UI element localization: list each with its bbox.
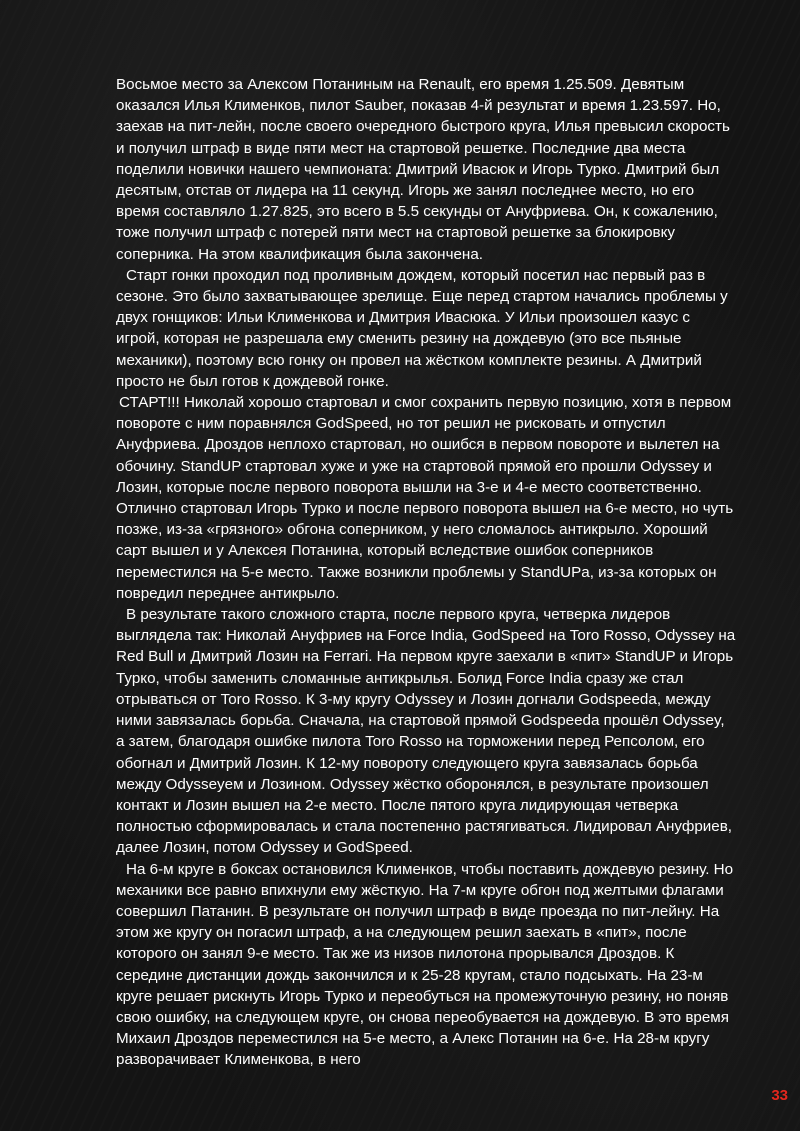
paragraph-race-start-rain: Старт гонки проходил под проливным дождем, который посетил нас первый раз в сезоне. Это было захватывающее зрелище. Еще перед стартом начались проблемы у двух гонщиков: Ильи Клименкова и Дмитрия Ивасюка. У Ильи произошел казус с игрой, которая не разрешала ему сменить резину на дождевую (это все пьяные механики), поэтому всю гонку он провел на жёстком комплекте резины. А Дмитрий просто не был готов к дождевой гонке. xyxy=(116,266,728,390)
page-number: 33 xyxy=(771,1087,788,1104)
paragraph-first-lap-leaders: В результате такого сложного старта, после первого круга, четверка лидеров выглядела так: Николай Ануфриев на Force India, GodSpeed на Toro Rosso, Odyssey на Red Bull и Дмитрий Лозин на Ferrari. На первом круге заехали в «пит» StandUP и Игорь Турко, чтобы заменить сломанные антикрылья. Болид Force India сразу же стал отрываться от Toro Rosso. К 3-му кругу Odyssey и Лозин догнали Godspeeda, между ними завязалась борьба. Сначала, на стартовой прямой Godspeeda прошёл Odyssey, а затем, благодаря ошибке пилота Toro Rosso на торможении перед Репсолом, его обогнал и Дмитрий Лозин. К 12-му повороту следующего круга завязалась борьба между Odysseyем и Лозином. Odyssey жёстко оборонялся, в результате произошел контакт и Лозин вышел на 2-е место. После пятого круга лидирующая четверка полностью сформировалась и стала постепенно растягиваться. Лидировал Ануфриев, далее Лозин, потом Odyssey и GodSpeed. xyxy=(116,606,736,857)
paragraph-pit-stops: На 6-м круге в боксах остановился Клименков, чтобы поставить дождевую резину. Но механики все равно впихнули ему жёсткую. На 7-м круге обгон под желтыми флагами совершил Патанин. В результате он получил штраф в виде проезда по пит-лейну. На этом же кругу он погасил штраф, а на следующем решил заехать в «пит», после которого он занял 9-е место. Так же из низов пилотона прорывался Дроздов. К середине дистанции дождь закончился и к 25-28 кругам, стало подсыхать. На 23-м круге решает рискнуть Игорь Турко и переобуться на промежуточную резину, но поняв свою ошибку, на следующем круге, он снова переобувается на дождевую. В это время Михаил Дроздов переместился на 5-е место, а Алекс Потанин на 6-е. На 28-м кругу разворачивает Клименкова, в него xyxy=(116,860,734,1069)
paragraph-start: СТАРТ!!! Николай хорошо стартовал и смог сохранить первую позицию, хотя в первом повороте с ним поравнялся GodSpeed, но тот решил не рисковать и отпустил Ануфриева. Дроздов неплохо стартовал, но ошибся в первом повороте и вылетел на обочину. StandUP стартовал хуже и уже на стартовой прямой его прошли Odyssey и Лозин, которые после первого поворота вышли на 3-е и 4-е место соответственно. Отлично стартовал Игорь Турко и после первого поворота вышел на 6-е место, но чуть позже, из-за «грязного» обгона соперником, у него сломалось антикрыло. Хороший сарт вышел и у Алексея Потанина, который вследствие ошибок соперников переместился на 5-е место. Также возникли проблемы у StandUPа, из-за которых он повредил переднее антикрыло. xyxy=(116,394,734,602)
article-body xyxy=(116,74,736,1071)
paragraph-qualifying-results: Восьмое место за Алексом Потаниным на Renault, его время 1.25.509. Девятым оказался Илья Клименков, пилот Sauber, показав 4-й результат и время 1.23.597. Но, заехав на пит-лейн, после своего очередного быстрого круга, Илья превысил скорость и получил штраф в виде пяти мест на стартовой решетке. Последние два места поделили новички нашего чемпионата: Дмитрий Ивасюк и Игорь Турко. Дмитрий был десятым, отстав от лидера на 11 секунд. Игорь же занял последнее место, но его время составляло 1.27.825, это всего в 5.5 секунды от Ануфриева. Он, к сожалению, тоже получил штраф с потерей пяти мест на стартовой решетке за блокировку соперника. На этом квалификация была закончена. xyxy=(116,76,730,263)
